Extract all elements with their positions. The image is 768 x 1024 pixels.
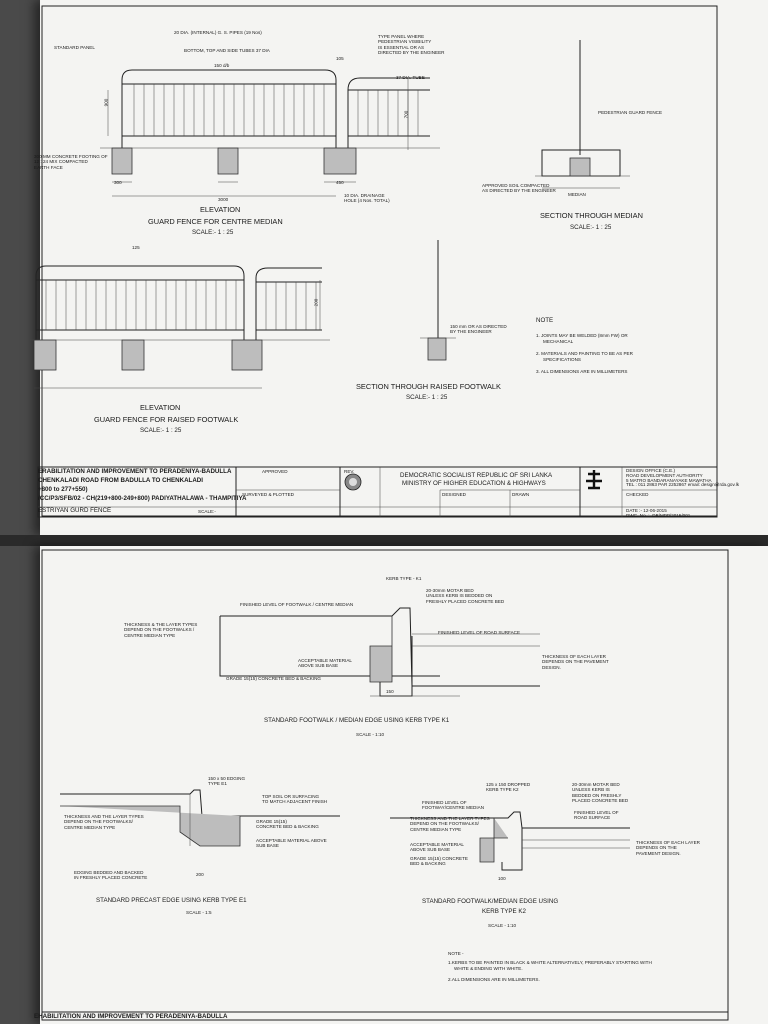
e1-topsoil-callout: TOP SOIL OR SURFACING TO MATCH ADJACENT FINISH — [262, 794, 328, 805]
dim-3000: 3000 — [218, 197, 229, 202]
e1-grade-callout: GRADE 15(15) CONCRETE BED & BACKING — [256, 819, 319, 830]
elevation-1-scale: SCALE:- 1 : 25 — [192, 229, 234, 236]
k2-thickness-callout: THICKNESS AND THE LAYER TYPES DEPEND ON THE FOOTWALKS/ CENTRE MEDIAN TYPE — [410, 816, 490, 832]
footer-project-title: EHABILITATION AND IMPROVEMENT TO PERADENIYA-BADULLA — [34, 1013, 228, 1020]
k2-mortar-callout: 20-30mm MOTAR BED UNLESS KERB IS BEDDED ON FRESHLY PLACED CONCRETE BED — [572, 782, 629, 804]
section-median-scale: SCALE:- 1 : 25 — [570, 224, 612, 231]
bottom-note-line-3: 2.ALL DIMENSIONS ARE IN MILLIMETERS. — [448, 977, 540, 982]
dim-700: 700 — [403, 110, 409, 119]
standard-panel-callout: STANDARD PANEL — [54, 45, 95, 50]
type-panel-callout: TYPE PANEL WHERE PEDESTRIAN VISIBILITY IS ESSENTIAL OR AS DIRECTED BY THE ENGINEER — [378, 34, 445, 56]
soil-callout: APPROVED SOIL COMPACTED AS DIRECTED BY THE ENGINEER — [482, 183, 556, 194]
elevation-2-scale: SCALE:- 1 : 25 — [140, 427, 182, 434]
drawing-name: ESTRIYAN GURD FENCE — [38, 507, 112, 514]
k1-finished-road: FINISHED LEVEL OF ROAD SURFACE — [438, 630, 521, 635]
k1-grade-callout: GRADE 15(15) CONCRETE BED & BACKING — [226, 676, 321, 681]
checked-label: CHECKED — [626, 492, 649, 497]
section-median-title: SECTION THROUGH MEDIAN — [540, 211, 643, 220]
date-label: DATE :- 12-06-2015 — [626, 508, 667, 513]
k1-mortar-callout: 20-30mm MOTAR BED UNLESS KERB IS BEDDED ON FRESHLY PLACED CONCRETE BED — [426, 588, 505, 604]
dim-900: 900 — [103, 98, 109, 107]
elevation-1-subtitle: GUARD FENCE FOR CENTRE MEDIAN — [148, 217, 283, 226]
k2-kerb-callout: 125 x 150 DROPPED KERB TYPE K2 — [486, 782, 531, 793]
e1-dim-200: 200 — [196, 872, 204, 877]
k1-dim-150: 150 — [386, 689, 394, 694]
note-item: 1. JOINTS MAY BE WELDED (8mm FW) OR MECHANICAL — [536, 333, 628, 344]
k2-title-line-2: KERB TYPE K2 — [482, 908, 526, 915]
k1-acceptable-callout: ACCEPTABLE MATERIAL ABOVE SUB BASE — [298, 658, 352, 669]
kerb-k1-callout: KERB TYPE - K1 — [386, 576, 422, 581]
project-title-line-4: /CC/P3/SFB/02 - CH(219+800-249+800) PADIYATHALAWA - THAMPITIYA — [38, 495, 247, 502]
bottom-note-line-1: 1.KERBS TO BE PAINTED IN BLACK & WHITE ALTERNATIVELY, PREFERABLY STARTING WITH — [448, 960, 652, 965]
dim-450: 450 — [336, 180, 344, 185]
revision-label: REV. — [344, 469, 355, 474]
elevation-2-subtitle: GUARD FENCE FOR RAISED FOOTWALK — [94, 415, 239, 424]
dim-200: 200 — [313, 298, 319, 307]
e1-acceptable-callout: ACCEPTABLE MATERIAL ABOVE SUB BASE — [256, 838, 327, 849]
section-raised-title: SECTION THROUGH RAISED FOOTWALK — [356, 382, 501, 391]
ministry-line-1: DEMOCRATIC SOCIALIST REPUBLIC OF SRI LANKA — [400, 472, 553, 479]
k2-scale: SCALE - 1:10 — [488, 923, 517, 928]
note-title: NOTE — [536, 317, 554, 324]
approved-label: APPROVED — [262, 469, 288, 474]
k2-finished-footwalk: FINISHED LEVEL OF FOOTWAY/CENTRE MEDIAN — [422, 800, 485, 811]
project-title-line-1: ERABILITATION AND IMPROVEMENT TO PERADENIYA-BADULLA — [38, 468, 232, 475]
e1-bedded-callout: EDGING BEDDED AND BACKED IN FRESHLY PLACED CONCRETE — [74, 870, 148, 881]
k2-dim-100: 100 — [498, 876, 506, 881]
k1-thickness-callout: THICKNESS & THE LAYER TYPES DEPEND ON THE FOOTWALKS / CENTRE MEDIAN TYPE — [124, 622, 198, 638]
dim-150: 150 d/b — [214, 63, 230, 68]
k2-thickness-each-callout: THICKNESS OF EACH LAYER DEPENDS ON THE PAVEMENT DESIGN. — [636, 840, 700, 856]
tube-callout: 37 DIA. TUBE — [396, 75, 425, 80]
drawing-number: DWG. No. :- DB/MPP/2015/001 — [626, 513, 691, 518]
raised-footwalk-callout: 150 mm OR AS DIRECTED BY THE ENGINEER — [450, 324, 507, 335]
designed-label: DESIGNED — [442, 492, 466, 497]
k2-title-line-1: STANDARD FOOTWALK/MEDIAN EDGE USING — [422, 898, 559, 905]
k2-finished-road: FINISHED LEVEL OF ROAD SURFACE — [574, 810, 619, 821]
elevation-1-title: ELEVATION — [200, 205, 241, 214]
sheet-gap — [0, 535, 768, 546]
rails-callout: BOTTOM, TOP AND SIDE TUBES 37 DIA — [184, 48, 270, 53]
e1-edging-callout: 150 x 50 EDGING TYPE E1 — [208, 776, 246, 787]
median-label: MEDIAN — [568, 192, 586, 197]
project-title-line-2: CHENKALADI ROAD FROM BADULLA TO CHENKALADI — [38, 477, 203, 484]
footing-callout: 300 MM CONCRETE FOOTING OF 12 : 24 MIX COMPACTED EARTH FACE — [34, 154, 108, 170]
authority-address: DESIGN OFFICE (C.E.) ROAD DEVELOPMENT AUTHORITY 5 MATRO BANDARANAYAKE MAWATHA TEL : 011 2863 PAR 2252867 email: design@rda.gov.lk — [626, 468, 740, 488]
k2-grade-callout: GRADE 15(15) CONCRETE BED & BACKING — [410, 856, 468, 867]
k1-finished-footwalk: FINISHED LEVEL OF FOOTWALK / CENTRE MEDIAN — [240, 602, 354, 607]
elevation-2-title: ELEVATION — [140, 403, 181, 412]
e1-thickness-callout: THICKNESS AND THE LAYER TYPES DEPEND ON THE FOOTWALKS/ CENTRE MEDIAN TYPE — [64, 814, 144, 830]
drainage-callout: 10 DIA. DRAINAGE HOLE (4 Nos. TOTAL) — [344, 193, 390, 204]
note-item: 2. MATERIALS AND PAINTING TO BE AS PER SPECIFICATIONS — [536, 351, 633, 362]
dim-105: 105 — [336, 56, 344, 61]
dim-300: 300 — [114, 180, 122, 185]
drawn-label: DRAWN — [512, 492, 530, 497]
project-title-line-3: +800 to 277+550) — [38, 486, 88, 493]
k1-scale: SCALE - 1:10 — [356, 732, 385, 737]
scale-label: SCALE:- — [198, 509, 216, 514]
note-item: 3. ALL DIMENSIONS ARE IN MILLIMETERS — [536, 369, 628, 374]
kerb-details-linework — [40, 546, 768, 1024]
k1-thickness-each-callout: THICKNESS OF EACH LAYER DEPENDS ON THE PAVEMENT DESIGN. — [542, 654, 609, 670]
ministry-line-2: MINISTRY OF HIGHER EDUCATION & HIGHWAYS — [402, 480, 546, 487]
dim-125: 125 — [132, 245, 140, 250]
section-raised-scale: SCALE:- 1 : 25 — [406, 394, 448, 401]
pedestrian-fence-callout: PEDESTRIAN GUARD FENCE — [598, 110, 663, 115]
bottom-note-title: NOTE - — [448, 951, 464, 956]
k2-acceptable-callout: ACCEPTABLE MATERIAL ABOVE SUB BASE — [410, 842, 464, 853]
drawing-sheet-guard-fence — [34, 0, 768, 535]
drawing-sheet-kerb-details — [34, 546, 768, 1024]
guard-fence-linework — [40, 0, 768, 535]
surveyed-label: SURVEYED & PLOTTED — [242, 492, 294, 497]
k1-title: STANDARD FOOTWALK / MEDIAN EDGE USING KERB TYPE K1 — [264, 717, 450, 724]
e1-title: STANDARD PRECAST EDGE USING KERB TYPE E1 — [96, 897, 247, 904]
pipe-callout: 20 DIA. (INTERNAL) G. S. PIPES (19 Nos) — [174, 30, 262, 35]
e1-scale: SCALE - 1:5 — [186, 910, 212, 915]
bottom-note-line-2: WHITE & ENDING WITH WHITE. — [454, 966, 523, 971]
